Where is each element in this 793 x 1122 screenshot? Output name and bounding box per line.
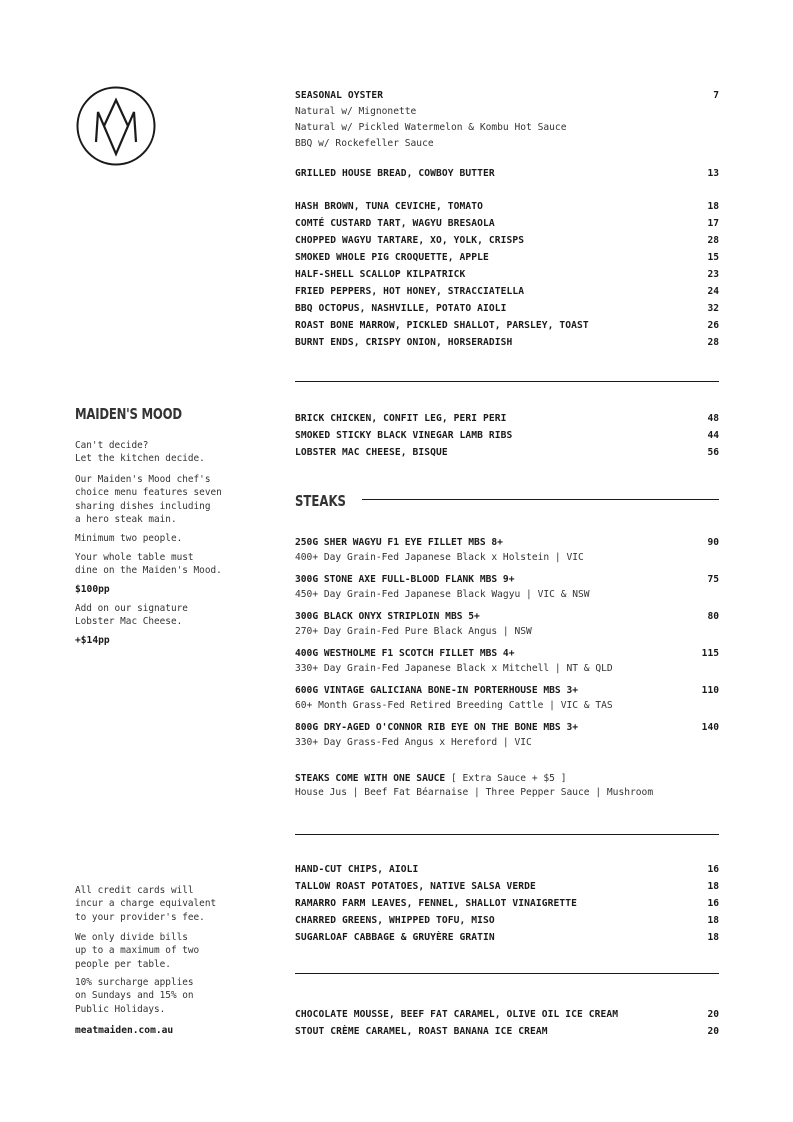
sauce-options: House Jus | Beef Fat Béarnaise | Three Pepper Sauce | Mushroom	[295, 787, 654, 798]
menu-item	[295, 283, 719, 300]
item-price: 26	[707, 320, 719, 331]
item-price: 18	[707, 932, 719, 943]
maidens-mood-title: MAIDEN'S MOOD	[75, 405, 182, 423]
menu-item	[295, 1006, 719, 1023]
item-name: TALLOW ROAST POTATOES, NATIVE SALSA VERDE	[295, 881, 536, 892]
item-name: SEASONAL OYSTER	[295, 90, 384, 101]
maidens-mood-text: Can't decide? Let the kitchen decide.	[75, 440, 205, 465]
steak-item	[295, 683, 719, 713]
menu-item	[295, 317, 719, 334]
steak-description: 450+ Day Grain-Fed Japanese Black Wagyu | VIC & NSW	[295, 589, 590, 600]
menu-item	[295, 266, 719, 283]
steak-price: 90	[707, 537, 719, 548]
item-price: 18	[707, 201, 719, 212]
item-name: SMOKED WHOLE PIG CROQUETTE, APPLE	[295, 252, 489, 263]
maidens-mood-text: Our Maiden's Mood chef's choice menu features seven sharing dishes including a hero steak main.	[75, 474, 222, 526]
item-price: 15	[707, 252, 719, 263]
item-name: HAND-CUT CHIPS, AIOLI	[295, 864, 419, 875]
section-divider	[295, 381, 719, 382]
menu-item	[295, 878, 719, 895]
item-price: 44	[707, 430, 719, 441]
item-price: 23	[707, 269, 719, 280]
item-price: 20	[707, 1009, 719, 1020]
item-name: SUGARLOAF CABBAGE & GRUYÈRE GRATIN	[295, 932, 495, 943]
item-name: LOBSTER MAC CHEESE, BISQUE	[295, 447, 448, 458]
item-price: 18	[707, 881, 719, 892]
menu-item-bread	[295, 165, 719, 182]
item-name: SMOKED STICKY BLACK VINEGAR LAMB RIBS	[295, 430, 513, 441]
oyster-option: BBQ w/ Rockefeller Sauce	[295, 138, 434, 149]
item-price: 56	[707, 447, 719, 458]
steak-price: 80	[707, 611, 719, 622]
item-price: 13	[707, 168, 719, 179]
steak-name: 250G SHER WAGYU F1 EYE FILLET MBS 8+	[295, 537, 503, 548]
steak-price: 75	[707, 574, 719, 585]
menu-item	[295, 249, 719, 266]
menu-item	[295, 444, 719, 461]
item-name: HASH BROWN, TUNA CEVICHE, TOMATO	[295, 201, 484, 212]
menu-item	[295, 427, 719, 444]
menu-item	[295, 300, 719, 317]
menu-item-oyster	[295, 87, 719, 152]
website-link[interactable]: meatmaiden.com.au	[75, 1025, 174, 1036]
menu-item	[295, 198, 719, 215]
item-price: 20	[707, 1026, 719, 1037]
item-price: 16	[707, 898, 719, 909]
steak-description: 60+ Month Grass-Fed Retired Breeding Cattle | VIC & TAS	[295, 700, 613, 711]
steak-item	[295, 572, 719, 602]
steak-name: 400G WESTHOLME F1 SCOTCH FILLET MBS 4+	[295, 648, 515, 659]
steak-name: 600G VINTAGE GALICIANA BONE-IN PORTERHOUSE MBS 3+	[295, 685, 579, 696]
steaks-heading-rule	[362, 499, 719, 500]
menu-item	[295, 895, 719, 912]
oyster-option: Natural w/ Mignonette	[295, 106, 417, 117]
menu-item	[295, 861, 719, 878]
item-name: CHARRED GREENS, WHIPPED TOFU, MISO	[295, 915, 495, 926]
steak-description: 270+ Day Grain-Fed Pure Black Angus | NSW	[295, 626, 532, 637]
restaurant-logo	[76, 86, 156, 166]
maidens-mood-price: $100pp	[75, 584, 110, 595]
item-name: ROAST BONE MARROW, PICKLED SHALLOT, PARSLEY, TOAST	[295, 320, 589, 331]
section-divider	[295, 834, 719, 835]
item-name: HALF-SHELL SCALLOP KILPATRICK	[295, 269, 466, 280]
item-price: 16	[707, 864, 719, 875]
menu-item	[295, 215, 719, 232]
oyster-option: Natural w/ Pickled Watermelon & Kombu Hot Sauce	[295, 122, 567, 133]
steak-name: 300G STONE AXE FULL-BLOOD FLANK MBS 9+	[295, 574, 515, 585]
sauce-label: STEAKS COME WITH ONE SAUCE	[295, 773, 446, 784]
item-price: 18	[707, 915, 719, 926]
steaks-heading: STEAKS	[295, 492, 346, 510]
menu-item	[295, 929, 719, 946]
steak-price: 110	[701, 685, 719, 696]
payment-note: All credit cards will incur a charge equivalent to your provider's fee.	[75, 885, 217, 923]
maidens-mood-text: Your whole table must dine on the Maiden's Mood.	[75, 552, 222, 577]
steak-item	[295, 646, 719, 676]
item-name: COMTÉ CUSTARD TART, WAGYU BRESAOLA	[295, 218, 495, 229]
maidens-mood-text: Add on our signature Lobster Mac Cheese.	[75, 603, 188, 628]
steak-item	[295, 720, 719, 750]
steak-price: 140	[701, 722, 719, 733]
item-name: GRILLED HOUSE BREAD, COWBOY BUTTER	[295, 168, 495, 179]
steak-item	[295, 609, 719, 639]
item-name: CHOCOLATE MOUSSE, BEEF FAT CARAMEL, OLIVE OIL ICE CREAM	[295, 1009, 619, 1020]
steak-price: 115	[701, 648, 719, 659]
menu-item	[295, 334, 719, 351]
menu-item	[295, 232, 719, 249]
item-name: BRICK CHICKEN, CONFIT LEG, PERI PERI	[295, 413, 507, 424]
sauce-info	[295, 772, 719, 800]
sauce-extra: [ Extra Sauce + $5 ]	[445, 773, 567, 784]
maidens-mood-text: Minimum two people.	[75, 533, 183, 544]
menu-item	[295, 410, 719, 427]
menu-item	[295, 912, 719, 929]
steak-description: 330+ Day Grain-Fed Japanese Black x Mitchell | NT & QLD	[295, 663, 613, 674]
item-name: STOUT CRÈME CARAMEL, ROAST BANANA ICE CREAM	[295, 1026, 548, 1037]
steak-description: 330+ Day Grass-Fed Angus x Hereford | VIC	[295, 737, 532, 748]
item-price: 7	[713, 90, 719, 101]
item-name: RAMARRO FARM LEAVES, FENNEL, SHALLOT VINAIGRETTE	[295, 898, 578, 909]
item-name: CHOPPED WAGYU TARTARE, XO, YOLK, CRISPS	[295, 235, 525, 246]
steak-name: 300G BLACK ONYX STRIPLOIN MBS 5+	[295, 611, 480, 622]
item-name: BBQ OCTOPUS, NASHVILLE, POTATO AIOLI	[295, 303, 507, 314]
item-name: BURNT ENDS, CRISPY ONION, HORSERADISH	[295, 337, 513, 348]
item-price: 28	[707, 235, 719, 246]
section-divider	[295, 973, 719, 974]
item-price: 32	[707, 303, 719, 314]
item-price: 28	[707, 337, 719, 348]
steak-item	[295, 535, 719, 565]
bill-split-note: We only divide bills up to a maximum of two people per table.	[75, 932, 200, 970]
item-price: 48	[707, 413, 719, 424]
item-name: FRIED PEPPERS, HOT HONEY, STRACCIATELLA	[295, 286, 525, 297]
steak-description: 400+ Day Grain-Fed Japanese Black x Holstein | VIC	[295, 552, 584, 563]
item-price: 24	[707, 286, 719, 297]
addon-price: +$14pp	[75, 635, 110, 646]
surcharge-note: 10% surcharge applies on Sundays and 15% on Public Holidays.	[75, 977, 194, 1015]
steak-name: 800G DRY-AGED O'CONNOR RIB EYE ON THE BONE MBS 3+	[295, 722, 579, 733]
item-price: 17	[707, 218, 719, 229]
menu-item	[295, 1023, 719, 1040]
